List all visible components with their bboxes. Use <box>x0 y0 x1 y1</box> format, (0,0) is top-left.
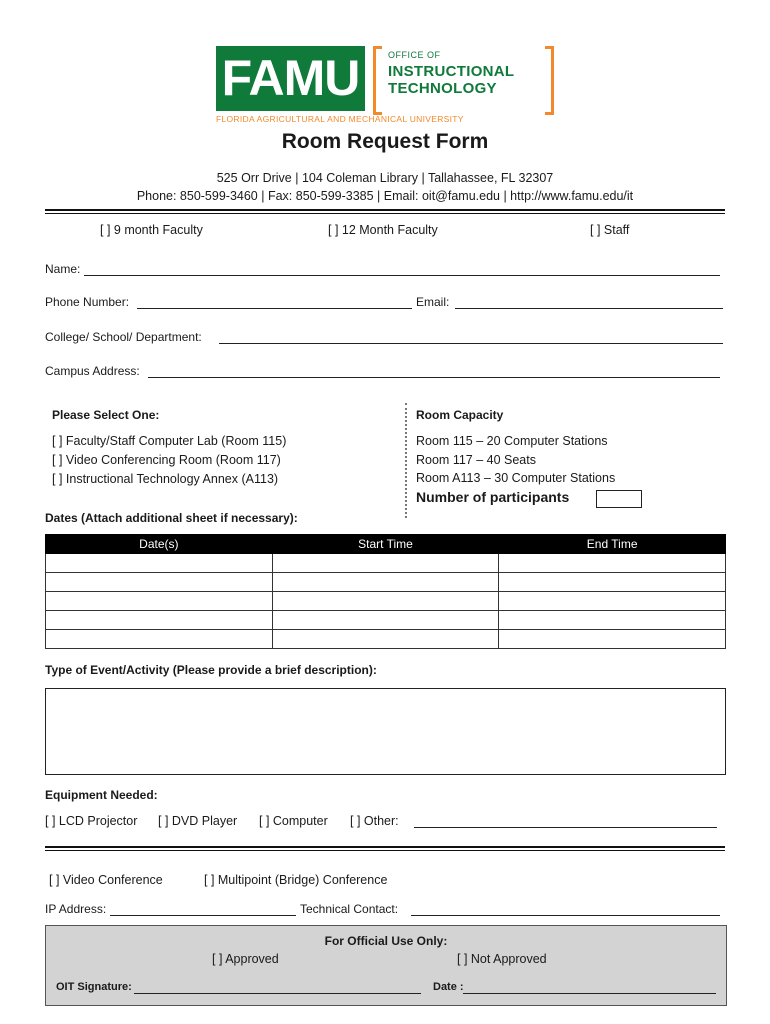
option-approved[interactable]: [ ] Approved <box>212 952 279 966</box>
event-type-heading: Type of Event/Activity (Please provide a brief description): <box>45 663 377 677</box>
famu-wordmark: FAMU <box>216 46 365 111</box>
participants-input[interactable] <box>596 490 642 508</box>
column-start-time: Start Time <box>272 535 499 554</box>
table-row <box>46 611 726 630</box>
capacity-room-a113: Room A113 – 30 Computer Stations <box>416 471 616 485</box>
table-row <box>46 592 726 611</box>
table-row <box>46 554 726 573</box>
left-bracket-icon <box>373 46 382 115</box>
email-label: Email: <box>416 295 450 309</box>
option-video-conference[interactable]: [ ] Video Conference <box>49 873 163 887</box>
oit-signature-field[interactable] <box>134 993 421 994</box>
form-title: Room Request Form <box>281 130 489 153</box>
number-of-participants-label: Number of participants <box>416 489 570 505</box>
right-bracket-icon <box>545 46 554 115</box>
logo-university-name: FLORIDA AGRICULTURAL AND MECHANICAL UNIVERSITY <box>216 114 464 124</box>
date-cell[interactable] <box>46 611 273 630</box>
college-label: College/ School/ Department: <box>45 330 202 344</box>
capacity-room-117: Room 117 – 40 Seats <box>416 453 536 467</box>
college-field[interactable] <box>219 343 723 344</box>
ip-address-label: IP Address: <box>45 902 107 916</box>
end-time-cell[interactable] <box>499 554 726 573</box>
option-computer-lab[interactable]: [ ] Faculty/Staff Computer Lab (Room 115) <box>52 434 287 448</box>
logo-technology: TECHNOLOGY <box>388 80 497 97</box>
technical-contact-label: Technical Contact: <box>300 902 399 916</box>
ip-address-field[interactable] <box>110 915 296 916</box>
start-time-cell[interactable] <box>272 611 499 630</box>
start-time-cell[interactable] <box>272 592 499 611</box>
end-time-cell[interactable] <box>499 630 726 649</box>
column-divider <box>405 403 413 518</box>
option-multipoint-conference[interactable]: [ ] Multipoint (Bridge) Conference <box>204 873 388 887</box>
start-time-cell[interactable] <box>272 630 499 649</box>
option-technology-annex[interactable]: [ ] Instructional Technology Annex (A113) <box>52 472 279 486</box>
campus-address-field[interactable] <box>148 377 720 378</box>
campus-address-label: Campus Address: <box>45 364 140 378</box>
option-staff[interactable]: [ ] Staff <box>590 223 630 237</box>
date-cell[interactable] <box>46 554 273 573</box>
contact-line: Phone: 850-599-3460 | Fax: 850-599-3385 | Email: oit@famu.edu | http://www.famu.edu/it <box>136 189 634 203</box>
end-time-cell[interactable] <box>499 592 726 611</box>
dates-header-row <box>46 535 726 554</box>
start-time-cell[interactable] <box>272 573 499 592</box>
option-dvd-player[interactable]: [ ] DVD Player <box>158 814 238 828</box>
select-one-heading: Please Select One: <box>52 408 160 422</box>
end-time-cell[interactable] <box>499 611 726 630</box>
option-9-month-faculty[interactable]: [ ] 9 month Faculty <box>100 223 203 237</box>
other-equipment-field[interactable] <box>414 827 717 828</box>
option-other[interactable]: [ ] Other: <box>350 814 399 828</box>
equipment-heading: Equipment Needed: <box>45 788 158 802</box>
date-cell[interactable] <box>46 573 273 592</box>
table-row <box>46 630 726 649</box>
dates-table <box>45 534 726 649</box>
column-dates: Date(s) <box>46 535 273 554</box>
logo-instructional: INSTRUCTIONAL <box>388 63 515 80</box>
option-not-approved[interactable]: [ ] Not Approved <box>457 952 547 966</box>
address-line: 525 Orr Drive | 104 Coleman Library | Tallahassee, FL 32307 <box>216 171 554 185</box>
end-time-cell[interactable] <box>499 573 726 592</box>
equipment-divider <box>45 846 725 851</box>
official-use-heading: For Official Use Only: <box>324 934 448 948</box>
event-description-box[interactable] <box>45 688 726 775</box>
start-time-cell[interactable] <box>272 554 499 573</box>
phone-label: Phone Number: <box>45 295 130 309</box>
option-12-month-faculty[interactable]: [ ] 12 Month Faculty <box>328 223 438 237</box>
table-row <box>46 573 726 592</box>
option-computer[interactable]: [ ] Computer <box>259 814 328 828</box>
option-video-conferencing-room[interactable]: [ ] Video Conferencing Room (Room 117) <box>52 453 281 467</box>
phone-field[interactable] <box>137 308 412 309</box>
famu-oit-logo <box>216 46 556 126</box>
date-label: Date : <box>433 981 464 993</box>
technical-contact-field[interactable] <box>411 915 720 916</box>
header-divider <box>45 209 725 214</box>
date-cell[interactable] <box>46 630 273 649</box>
option-lcd-projector[interactable]: [ ] LCD Projector <box>45 814 138 828</box>
column-end-time: End Time <box>499 535 726 554</box>
dates-heading: Dates (Attach additional sheet if necessary): <box>45 511 298 525</box>
logo-office-of: OFFICE OF <box>388 50 441 60</box>
room-capacity-heading: Room Capacity <box>416 408 504 422</box>
date-cell[interactable] <box>46 592 273 611</box>
capacity-room-115: Room 115 – 20 Computer Stations <box>416 434 608 448</box>
official-date-field[interactable] <box>463 993 716 994</box>
oit-signature-label: OIT Signature: <box>56 981 132 993</box>
name-field[interactable] <box>84 275 720 276</box>
name-label: Name: <box>45 262 81 276</box>
email-field[interactable] <box>455 308 723 309</box>
official-use-box <box>45 925 727 1006</box>
